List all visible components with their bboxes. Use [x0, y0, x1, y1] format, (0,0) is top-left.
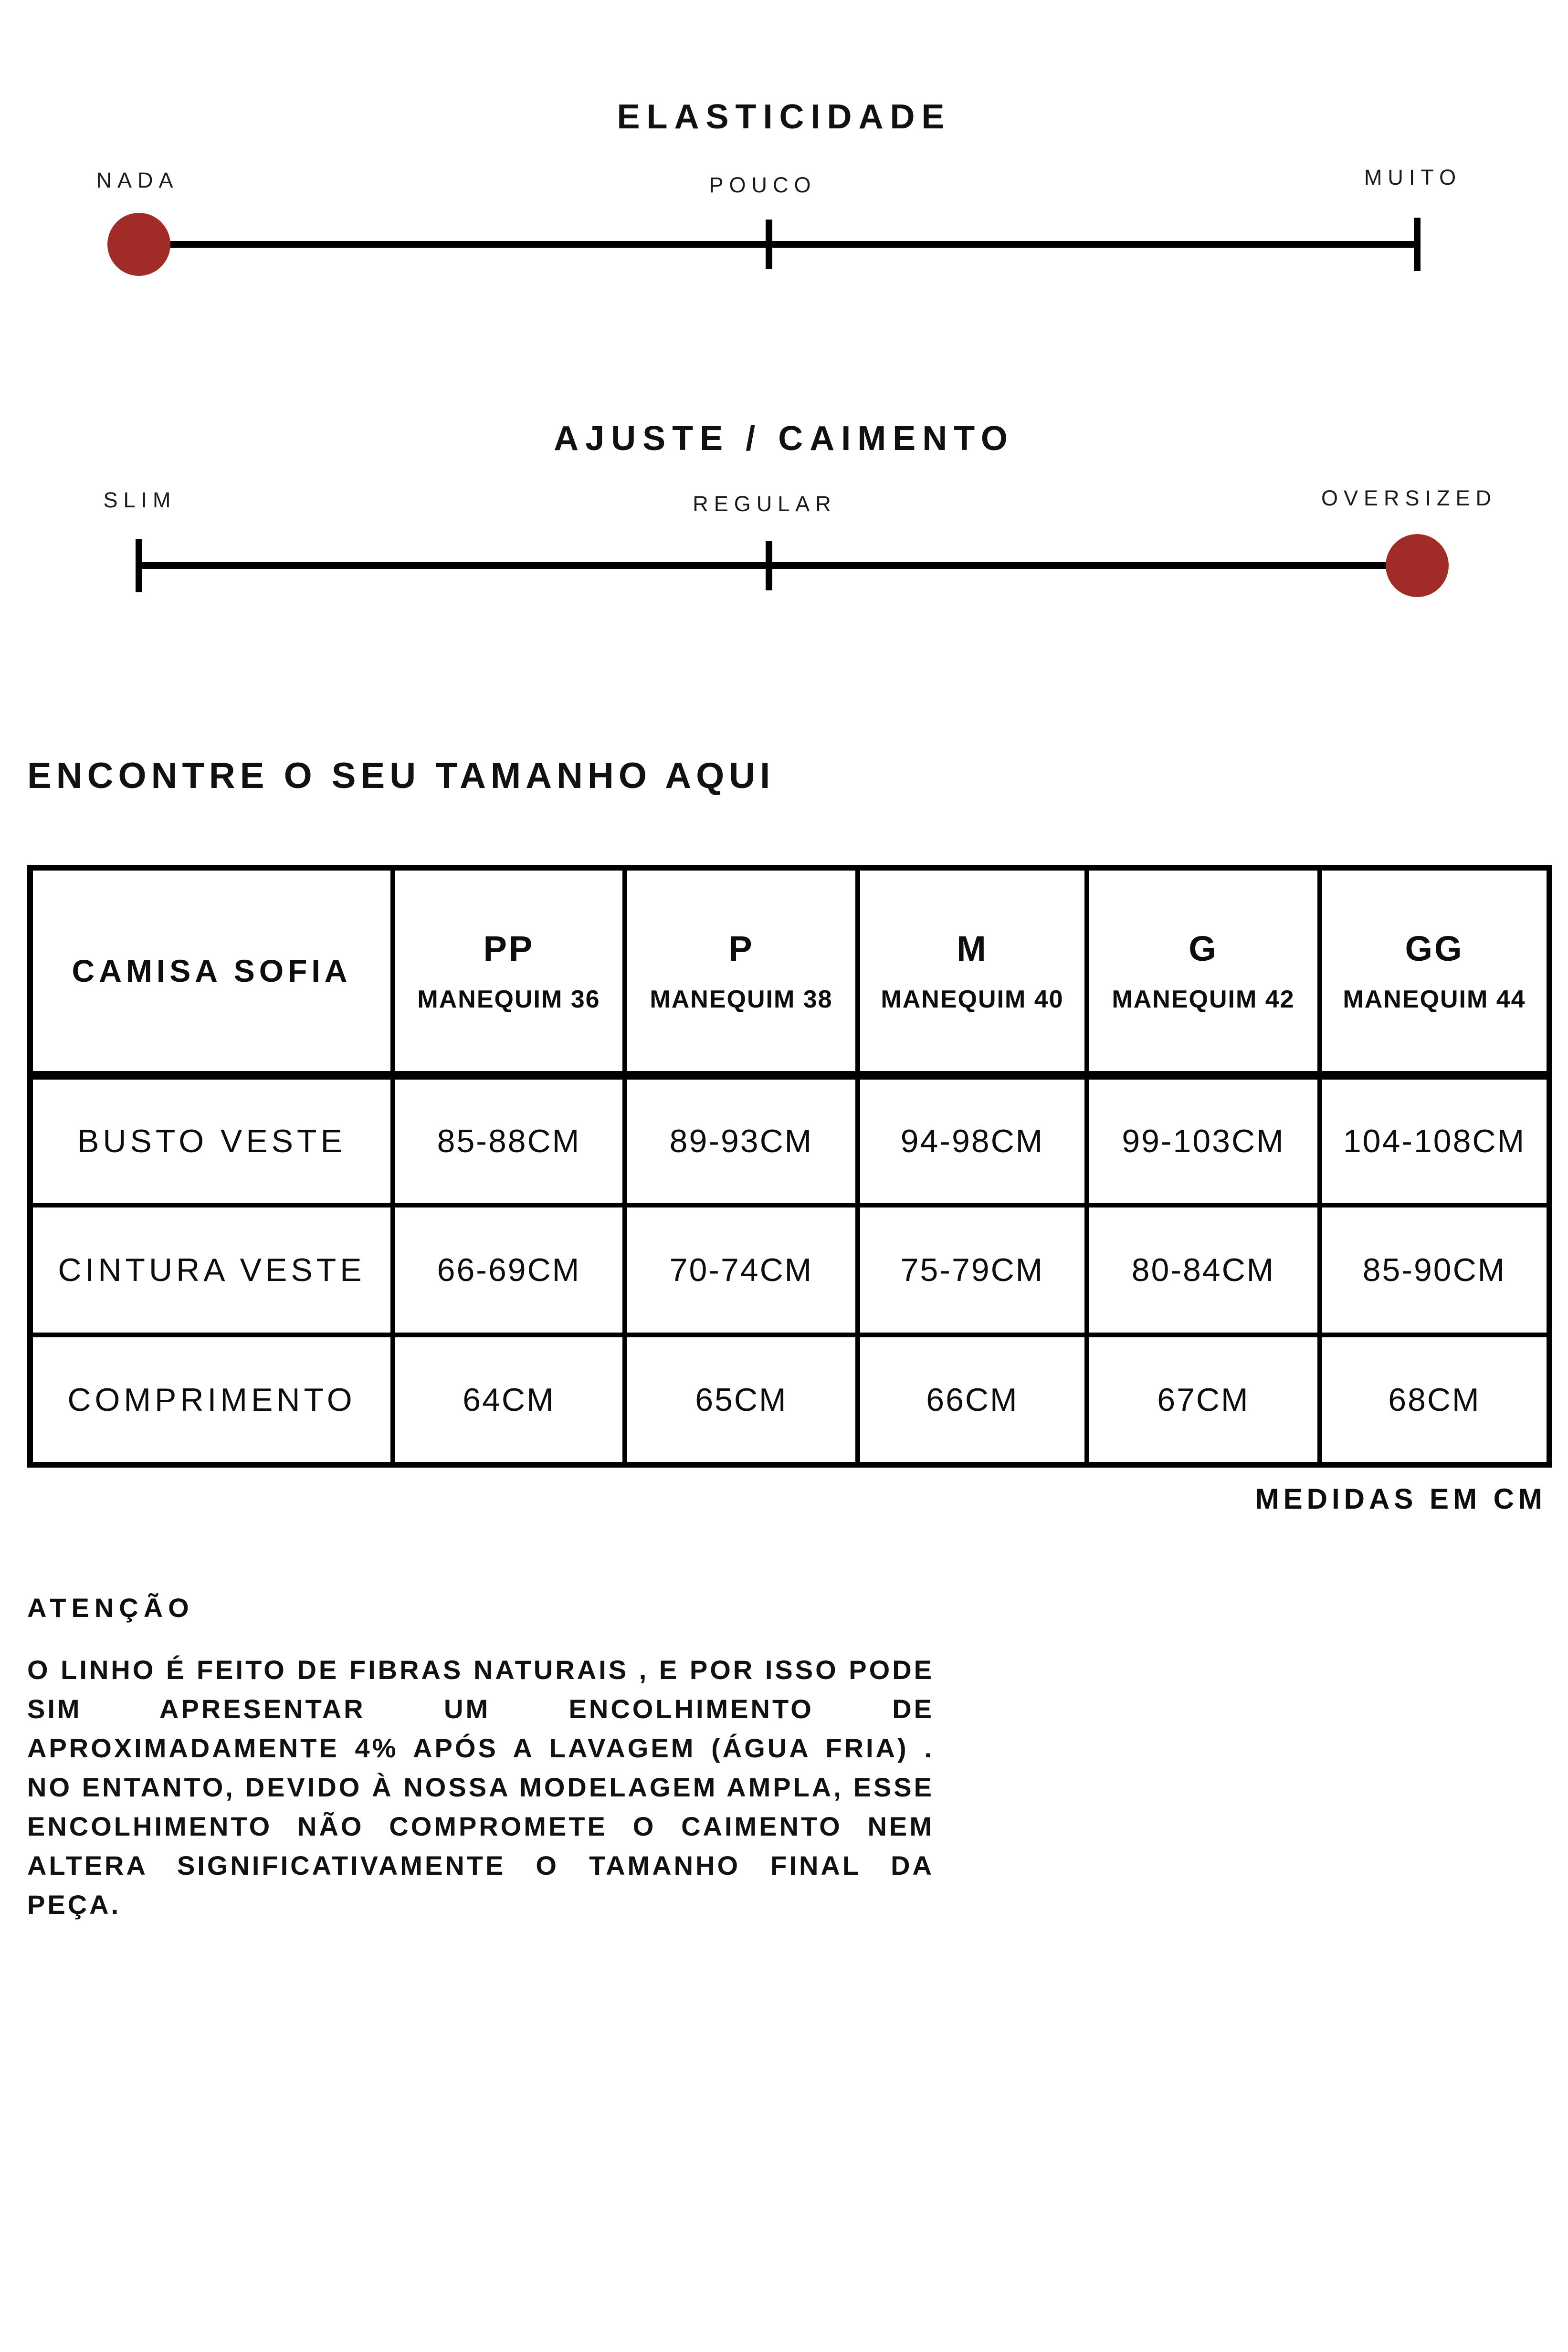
cell-value: 80-84CM	[1131, 1252, 1275, 1288]
fit-track-line	[139, 562, 1417, 569]
size-letter: P	[728, 928, 754, 968]
cell-value: 99-103CM	[1122, 1123, 1285, 1159]
row-label: CINTURA VESTE	[58, 1252, 366, 1288]
find-your-size-heading: ENCONTRE O SEU TAMANHO AQUI	[27, 756, 775, 796]
size-letter: PP	[483, 928, 535, 968]
size-column-gg	[1320, 868, 1549, 1075]
row-label: COMPRIMENTO	[67, 1381, 356, 1418]
row-label: BUSTO VESTE	[77, 1123, 346, 1159]
product-name: CAMISA SOFIA	[72, 953, 352, 988]
size-letter: G	[1189, 928, 1218, 968]
cell-value: 85-88CM	[437, 1123, 581, 1159]
elasticity-title: ELASTICIDADE	[617, 98, 951, 136]
size-table-header-row	[30, 868, 1549, 1075]
fit-middle-tick	[766, 541, 772, 590]
cell-value: 94-98CM	[900, 1123, 1044, 1159]
cell-value: 70-74CM	[669, 1252, 813, 1288]
size-column-p	[625, 868, 858, 1075]
cell-value: 64CM	[463, 1381, 555, 1418]
mannequin-label: MANEQUIM 38	[650, 985, 833, 1013]
elasticity-label-muito: MUITO	[1364, 165, 1462, 189]
cell-value: 85-90CM	[1362, 1252, 1506, 1288]
cell-value: 89-93CM	[669, 1123, 813, 1159]
fit-start-tick	[136, 539, 142, 592]
elasticity-marker-dot	[107, 213, 170, 276]
table-row-comprimento	[30, 1335, 1549, 1465]
cell-value: 66CM	[926, 1381, 1019, 1418]
fit-label-regular: REGULAR	[693, 492, 837, 516]
mannequin-label: MANEQUIM 40	[881, 985, 1064, 1013]
fit-label-oversized: OVERSIZED	[1321, 486, 1497, 510]
size-letter: GG	[1405, 928, 1464, 968]
size-column-pp	[393, 868, 625, 1075]
attention-paragraph: O LINHO É FEITO DE FIBRAS NATURAIS , E POR ISSO PODE SIM APRESENTAR UM ENCOLHIMENTO DE APROXIMADAMENTE 4% APÓS A LAVAGEM (ÁGUA FRIA) . NO ENTANTO, DEVIDO À NOSSA MODELAGEM AMPLA, ESSE ENCOLHIMENTO NÃO COMPROMETE O CAIMENTO NEM ALTERA SIGNIFICATIVAMENTE O TAMANHO FINAL DA PEÇA.	[27, 1655, 934, 1920]
cell-value: 66-69CM	[437, 1252, 581, 1288]
fit-marker-dot	[1386, 534, 1449, 597]
elasticity-end-tick	[1414, 218, 1421, 271]
units-note: MEDIDAS EM CM	[1255, 1483, 1547, 1515]
size-column-g	[1087, 868, 1320, 1075]
cell-value: 68CM	[1388, 1381, 1481, 1418]
mannequin-label: MANEQUIM 36	[417, 985, 600, 1013]
fit-title: AJUSTE / CAIMENTO	[554, 420, 1014, 458]
mannequin-label: MANEQUIM 44	[1343, 985, 1526, 1013]
elasticity-track-line	[139, 241, 1417, 248]
cell-value: 67CM	[1157, 1381, 1250, 1418]
cell-value: 104-108CM	[1343, 1123, 1526, 1159]
elasticity-label-nada: NADA	[96, 168, 179, 192]
elasticity-label-pouco: POUCO	[709, 173, 817, 197]
cell-value: 75-79CM	[900, 1252, 1044, 1288]
cell-value: 65CM	[695, 1381, 788, 1418]
product-name-cell	[30, 868, 393, 1075]
attention-heading: ATENÇÃO	[27, 1593, 194, 1623]
fit-label-slim: SLIM	[103, 488, 177, 512]
elasticity-middle-tick	[766, 220, 772, 269]
size-table	[27, 865, 1552, 1468]
size-column-m	[858, 868, 1087, 1075]
size-letter: M	[957, 928, 988, 968]
mannequin-label: MANEQUIM 42	[1112, 985, 1295, 1013]
table-row-cintura	[30, 1205, 1549, 1335]
table-row-busto	[30, 1075, 1549, 1205]
